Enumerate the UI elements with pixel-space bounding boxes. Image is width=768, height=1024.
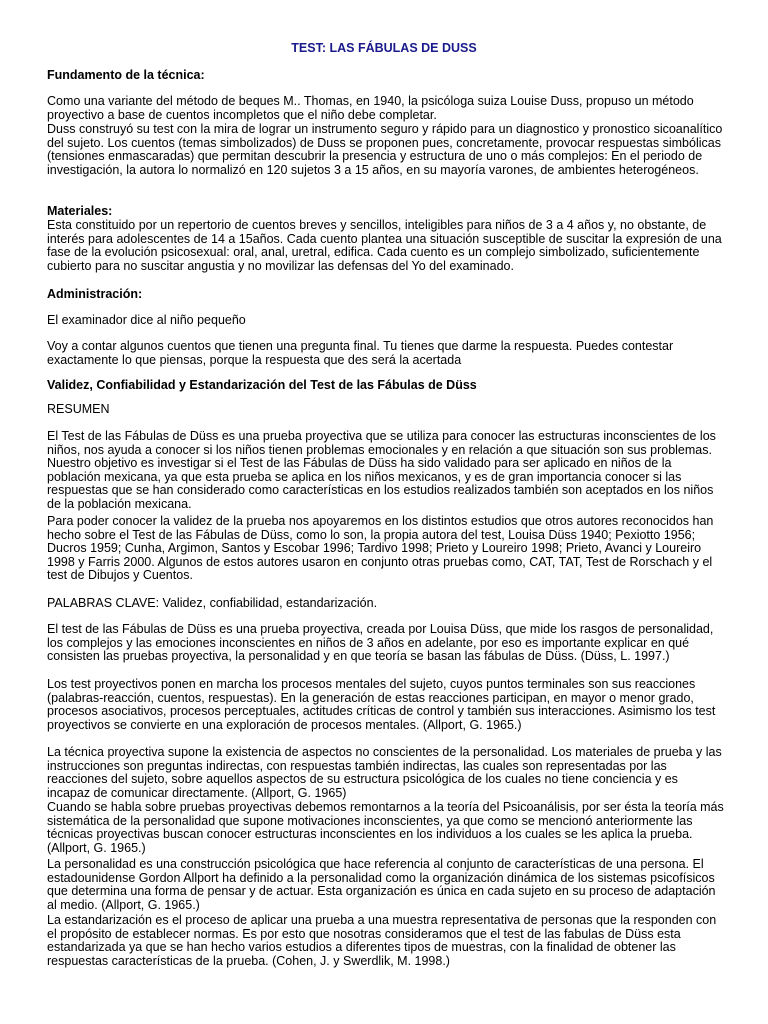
paragraph-fundamento-2: Duss construyó su test con la mira de lograr un instrumento seguro y rápido para un diagnostico y pronostico sicoanalítico del sujeto. Los cuentos (temas simbolizados) de Duss se proponen pues, concretamente, provocar respuestas simbólicas (tensiones enmascaradas) que permitan descubrir la presencia y estructura de uno o más complejos: En el periodo de investigación, la autora lo normalizó en 120 sujetos 3 a 15 años, en su mayoría varones, de ambientes heterogéneos. (47, 122, 723, 177)
paragraph-body-2: Los test proyectivos ponen en marcha los procesos mentales del sujeto, cuyos puntos terminales son sus reacciones (palabras-reacción, cuentos, respuestas). En la generación de estas reacciones participan, en mayor o menor grado, procesos asociativos, procesos perceptuales, actitudes críticas de control y también sus interacciones. Asimismo los test proyectivos se convierte en una exploración de procesos mentales. (Allport, G. 1965.) (47, 677, 716, 732)
paragraph-body-5: La personalidad es una construcción psicológica que hace referencia al conjunto de características de una persona. El estadounidense Gordon Allport ha definido a la personalidad como la organización dinámica de los sistemas psicofísicos que determina una forma de pensar y de actuar. Esta organización es única en cada sujeto en su proceso de adaptación al medio. (Allport, G. 1965.) (47, 857, 716, 912)
heading-administracion: Administración: (47, 287, 143, 301)
heading-validez: Validez, Confiabilidad y Estandarización del Test de las Fábulas de Düss (47, 378, 477, 392)
paragraph-body-1: El test de las Fábulas de Düss es una prueba proyectiva, creada por Louisa Düss, que mide los rasgos de personalidad, los complejos y las emociones inconscientes en niños de 3 años en adelante, por eso es importante explicar en qué consisten las pruebas proyectiva, la personalidad y en que teoría se basan las fábulas de Düss. (Düss, L. 1997.) (47, 622, 714, 664)
paragraph-resumen-2: Para poder conocer la validez de la prueba nos apoyaremos en los distintos estudios que otros autores reconocidos han hecho sobre el Test de las Fábulas de Düss, como lo son, la propia autora del test, Louisa Düss 1940; Pexiotto 1956; Ducros 1959; Cunha, Argimon, Santos y Escobar 1996; Tardivo 1998; Prieto y Loureiro 1998; Prieto, Avanci y Loureiro 1998 y Farris 2000. Algunos de estos autores usaron en conjunto otras pruebas como, CAT, TAT, Test de Rorschach y el test de Dibujos y Cuentos. (47, 514, 714, 583)
paragraph-materiales: Esta constituido por un repertorio de cuentos breves y sencillos, inteligibles para niños de 3 a 4 años y, no obstante, de interés para adolescentes de 14 a 15años. Cada cuento plantea una situación susceptible de suscitar la expresión de una fase de la evolución psicosexual: oral, anal, uretral, edifica. Cada cuento es un complejo simbolizado, suficientemente cubierto para no suscitar angustia y no movilizar las defensas del Yo del examinado. (47, 218, 722, 273)
paragraph-resumen-1: El Test de las Fábulas de Düss es una prueba proyectiva que se utiliza para conocer las estructuras inconscientes de los niños, nos ayuda a conocer si los niños tienen problemas emocionales y en relación a que situación son sus problemas. Nuestro objetivo es investigar si el Test de las Fábulas de Düss ha sido validado para ser aplicado en niños de la población mexicana, ya que esta prueba se aplica en los niños mexicanos, y es de gran importancia conocer si las respuestas que se han considerado como características en los estudios realizados también son aceptados en los niños de la población mexicana. (47, 429, 716, 511)
paragraph-body-4: Cuando se habla sobre pruebas proyectivas debemos remontarnos a la teoría del Psicoanálisis, por ser ésta la teoría más sistemática de la personalidad que supone motivaciones inconscientes, ya que como se mencionó anteriormente las técnicas proyectivas buscan conocer estructuras inconscientes en los individuos a los cuales se les aplica la prueba. (Allport, G. 1965.) (47, 800, 724, 855)
paragraph-body-6: La estandarización es el proceso de aplicar una prueba a una muestra representativa de personas que la responden con el propósito de establecer normas. Es por esto que nosotras consideramos que el test de las fabulas de Düss esta estandarizada ya que se han hecho varios estudios a diferentes tipos de muestras, con la finalidad de obtener las respuestas características de la prueba. (Cohen, J. y Swerdlik, M. 1998.) (47, 913, 717, 968)
heading-materiales: Materiales: (47, 204, 113, 218)
paragraph-administracion-1: El examinador dice al niño pequeño (47, 313, 246, 327)
paragraph-body-3: La técnica proyectiva supone la existencia de aspectos no conscientes de la personalidad. Los materiales de prueba y las instrucciones son preguntas indirectas, con respuestas también indirectas, las cuales son representadas por las reacciones del sujeto, sobre aquellos aspectos de su estructura psicológica de los cuales no tiene conciencia y es incapaz de comunicar directamente. (Allport, G. 1965) (47, 745, 722, 800)
heading-fundamento: Fundamento de la técnica: (47, 68, 205, 82)
paragraph-administracion-2: Voy a contar algunos cuentos que tienen una pregunta final. Tu tienes que darme la respuesta. Puedes contestar exactamente lo que piensas, porque la respuesta que des será la acertada (47, 339, 674, 367)
resumen-label: RESUMEN (47, 402, 110, 416)
paragraph-fundamento-1: Como una variante del método de beques M.. Thomas, en 1940, la psicóloga suiza Louise Duss, propuso un método proyectivo a base de cuentos incompletos que el niño debe completar. (47, 94, 694, 122)
document-title: TEST: LAS FÁBULAS DE DUSS (291, 41, 477, 55)
keywords: PALABRAS CLAVE: Validez, confiabilidad, estandarización. (47, 596, 378, 610)
